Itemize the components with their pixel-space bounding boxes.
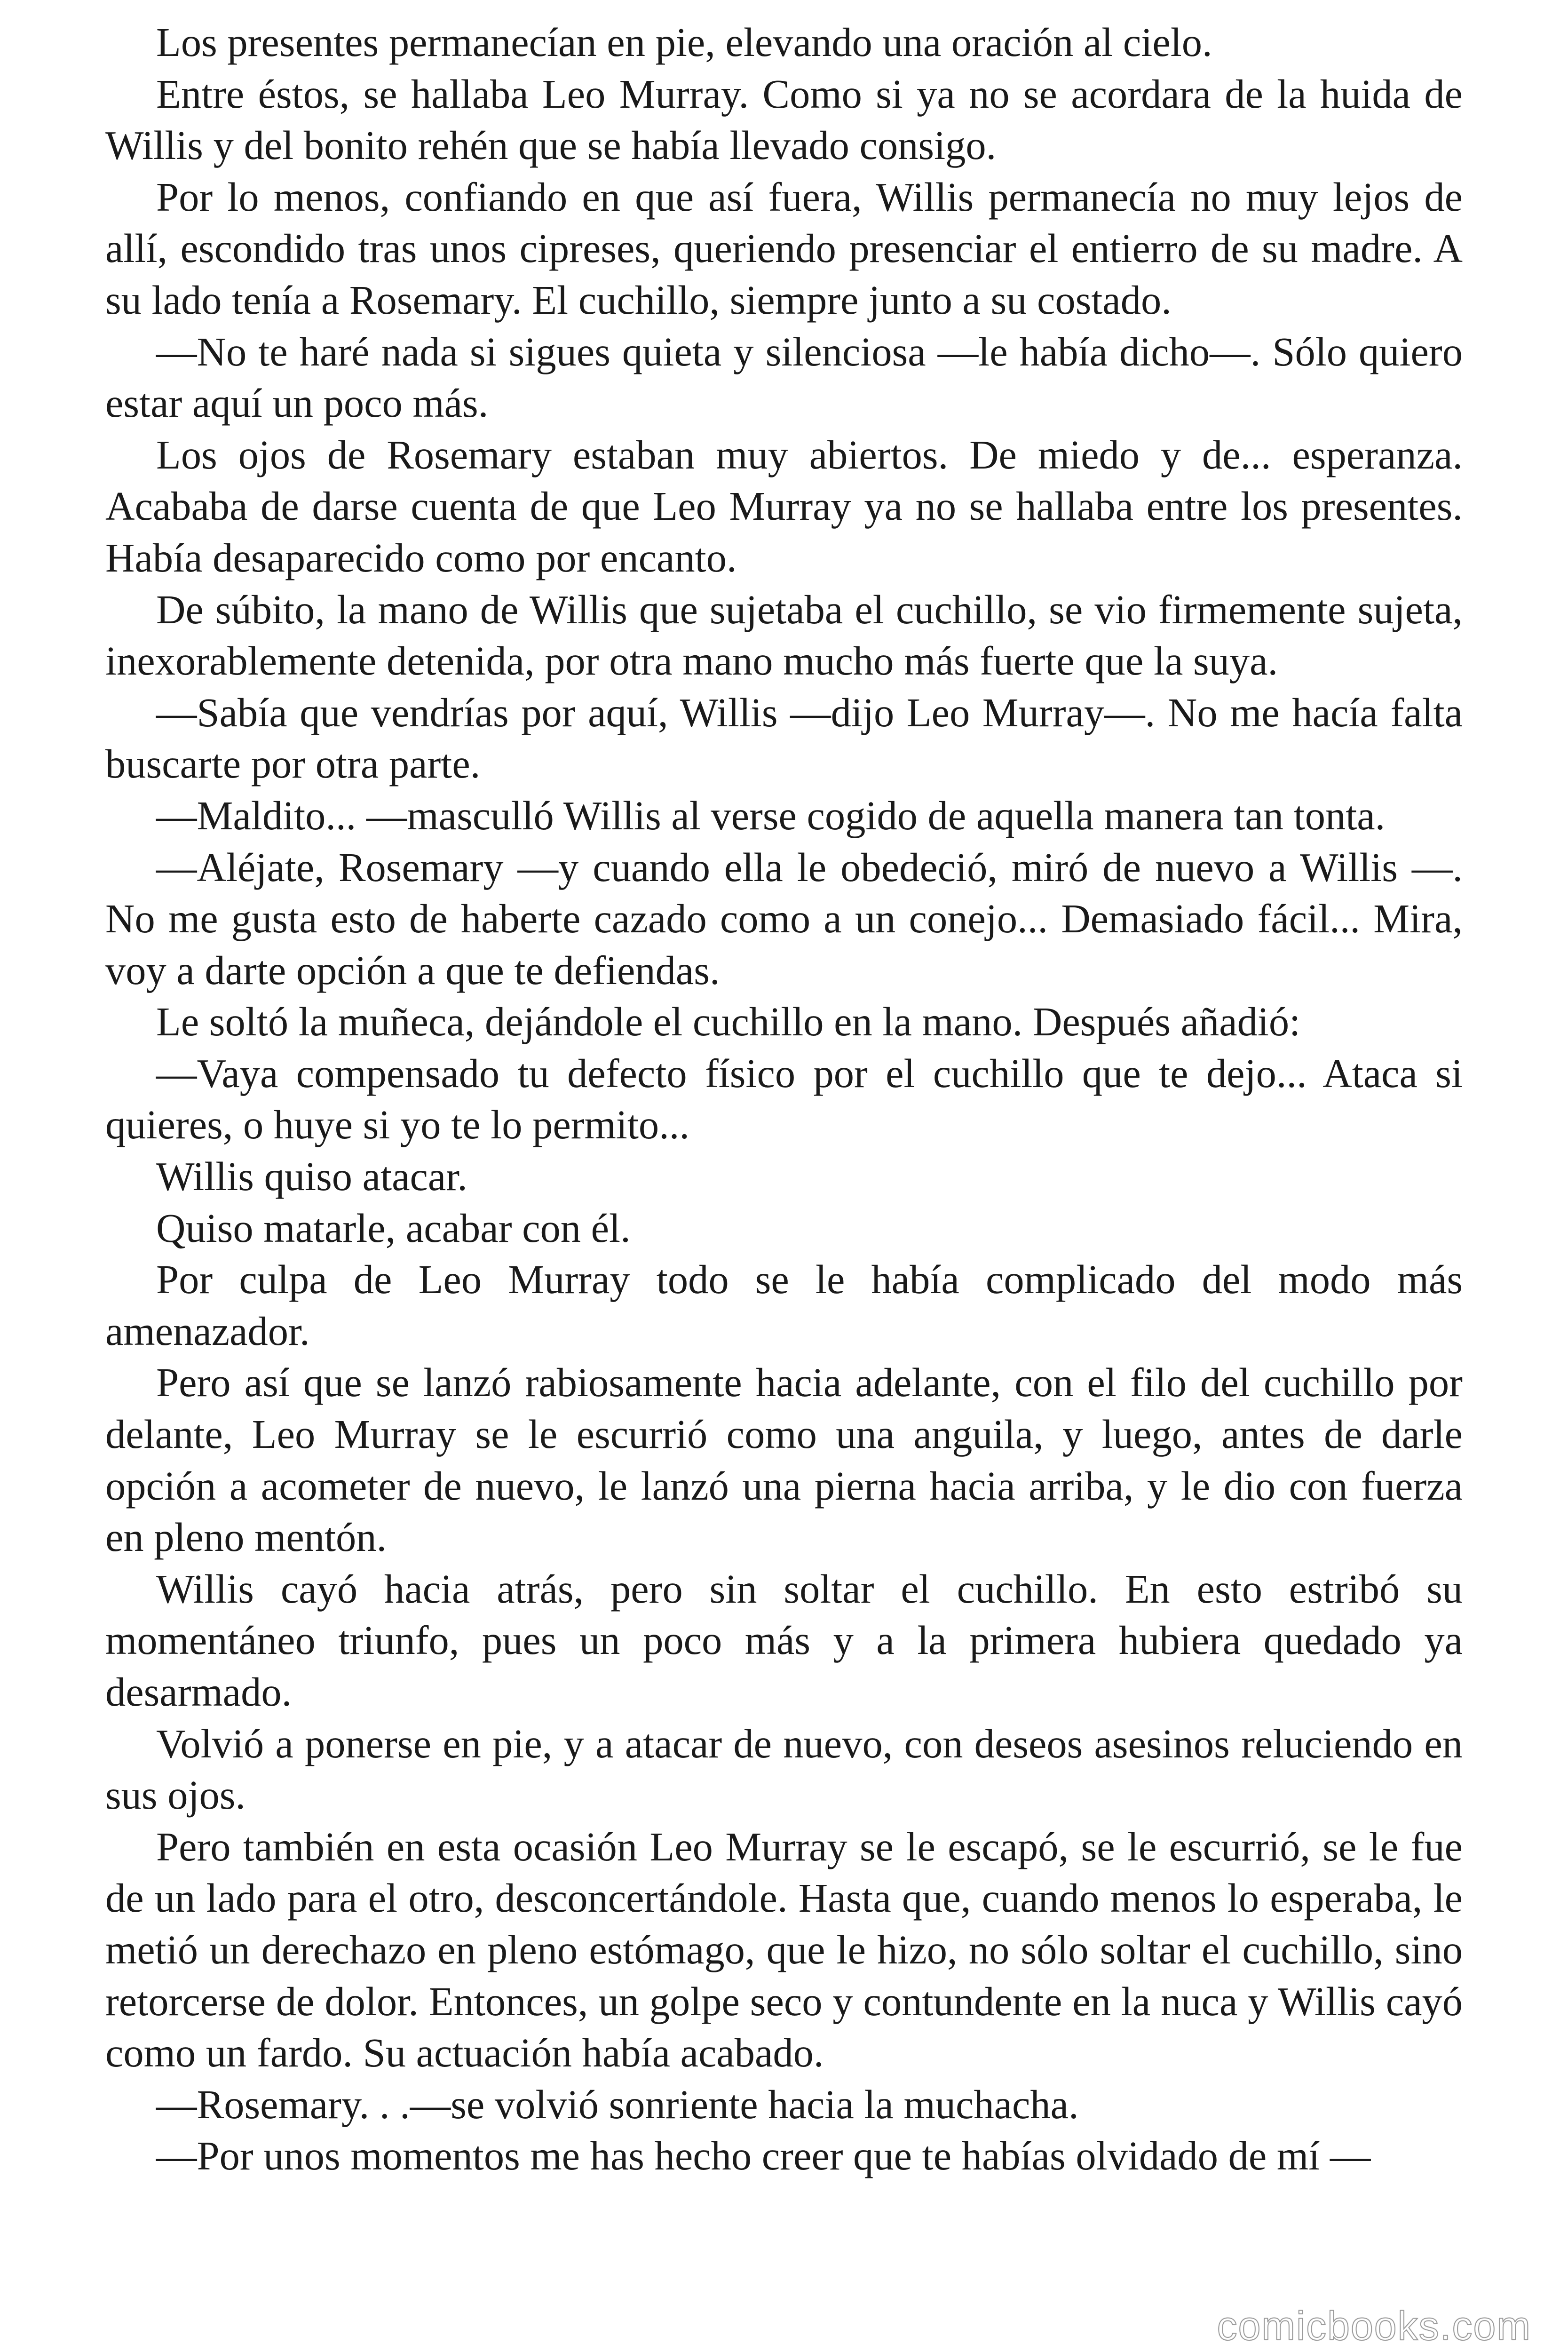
paragraph: Willis cayó hacia atrás, pero sin soltar el cuchillo. En esto estribó su momentáneo triunfo, pues un poco más y a la primera hubiera quedado ya desarmado. <box>105 1566 1463 1715</box>
watermark: comicbooks.com <box>1217 2304 1531 2349</box>
paragraph: Volvió a ponerse en pie, y a atacar de nuevo, con deseos asesinos reluciendo en sus ojos. <box>105 1721 1463 1818</box>
paragraph: Le soltó la muñeca, dejándole el cuchillo en la mano. Después añadió: <box>156 999 1301 1045</box>
paragraph: Por lo menos, confiando en que así fuera, Willis permanecía no muy lejos de allí, escondido tras unos cipreses, queriendo presenciar el entierro de su madre. A su lado tenía a Rosemary. El cuchillo, siempre junto a su costado. <box>105 174 1463 323</box>
page-body <box>105 17 1463 2182</box>
paragraph: Quiso matarle, acabar con él. <box>156 1205 631 1251</box>
paragraph: Willis quiso atacar. <box>156 1154 467 1200</box>
paragraph: Por culpa de Leo Murray todo se le había complicado del modo más amenazador. <box>105 1257 1463 1354</box>
paragraph: Pero así que se lanzó rabiosamente hacia adelante, con el filo del cuchillo por delante, Leo Murray se le escurrió como una anguila, y luego, antes de darle opción a acometer de nuevo, le lanzó una pierna hacia arriba, y le dio con fuerza en pleno mentón. <box>105 1360 1463 1560</box>
paragraph: —Rosemary. . .—se volvió sonriente hacia la muchacha. <box>156 2082 1079 2127</box>
paragraph: —Vaya compensado tu defecto físico por el cuchillo que te dejo... Ataca si quieres, o huye si yo te lo permito... <box>105 1050 1463 1148</box>
paragraph: —No te haré nada si sigues quieta y silenciosa —le había dicho—. Sólo quiero estar aquí un poco más. <box>105 329 1463 426</box>
paragraph: Los ojos de Rosemary estaban muy abiertos. De miedo y de... esperanza. Acababa de darse cuenta de que Leo Murray ya no se hallaba entre los presentes. Había desaparecido como por encanto. <box>105 432 1463 580</box>
paragraph: —Sabía que vendrías por aquí, Willis —dijo Leo Murray—. No me hacía falta buscarte por otra parte. <box>105 690 1463 787</box>
paragraph: De súbito, la mano de Willis que sujetaba el cuchillo, se vio firmemente sujeta, inexorablemente detenida, por otra mano mucho más fuerte que la suya. <box>105 587 1463 684</box>
paragraph: Pero también en esta ocasión Leo Murray se le escapó, se le escurrió, se le fue de un lado para el otro, desconcertándole. Hasta que, cuando menos lo esperaba, le metió un derechazo en pleno estómago, que le hizo, no sólo soltar el cuchillo, sino retorcerse de dolor. Entonces, un golpe seco y contundente en la nuca y Willis cayó como un fardo. Su actuación había acabado. <box>105 1824 1463 2076</box>
paragraph: Los presentes permanecían en pie, elevando una oración al cielo. <box>156 20 1212 65</box>
paragraph: —Aléjate, Rosemary —y cuando ella le obedeció, miró de nuevo a Willis —. No me gusta esto de haberte cazado como a un conejo... Demasiado fácil... Mira, voy a darte opción a que te defiendas. <box>105 844 1463 993</box>
paragraph: Entre éstos, se hallaba Leo Murray. Como si ya no se acordara de la huida de Willis y del bonito rehén que se había llevado consigo. <box>105 71 1463 168</box>
paragraph: —Por unos momentos me has hecho creer que te habías olvidado de mí — <box>156 2133 1371 2179</box>
paragraph: —Maldito... —masculló Willis al verse cogido de aquella manera tan tonta. <box>156 793 1386 838</box>
